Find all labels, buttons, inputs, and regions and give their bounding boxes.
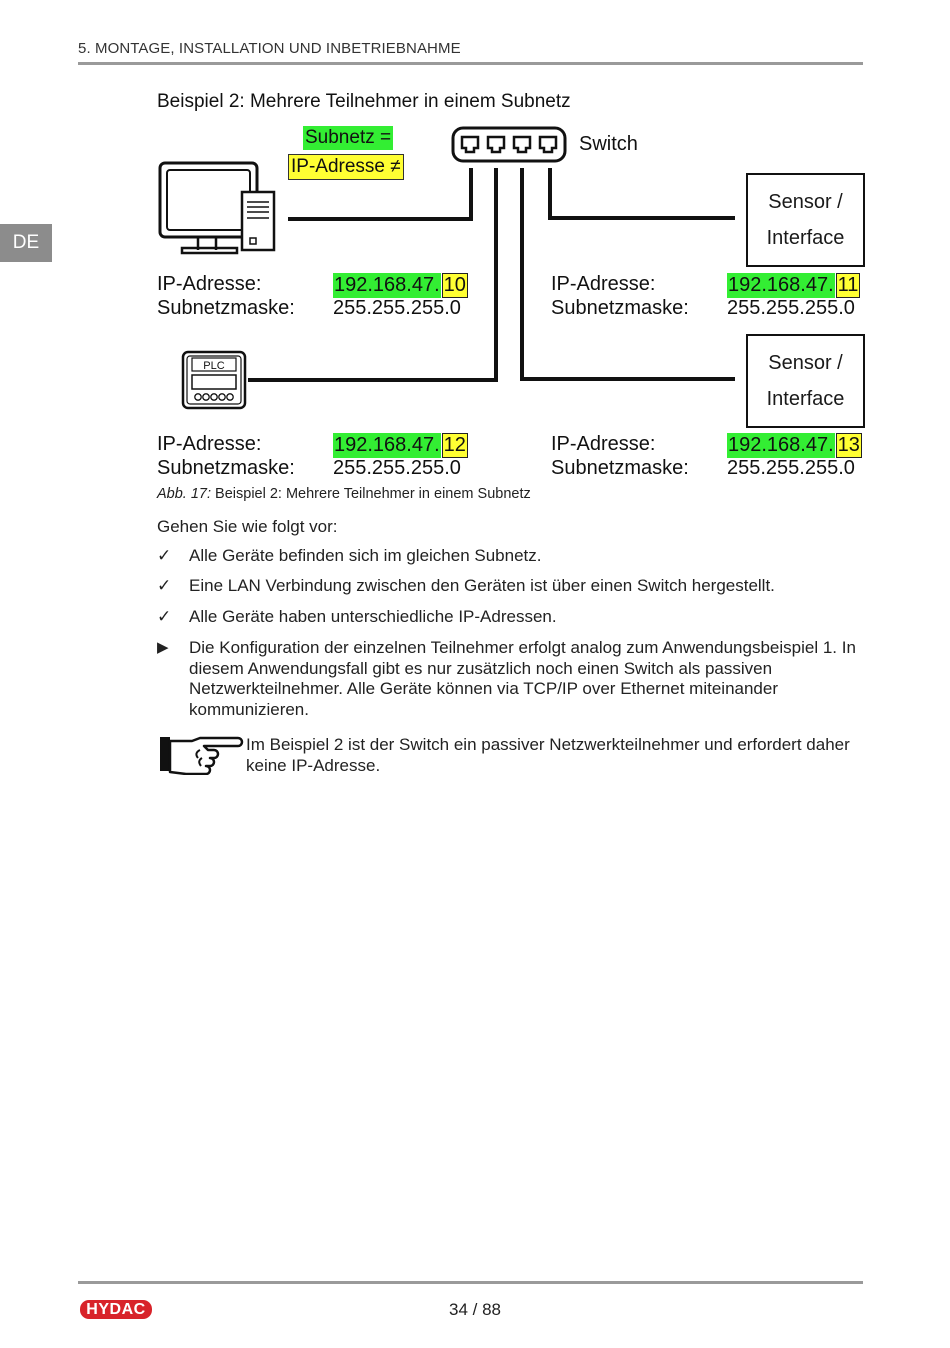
ip-label: IP-Adresse: (551, 273, 656, 295)
ip-label: IP-Adresse: (157, 273, 262, 295)
action-item (157, 638, 863, 720)
subnet-mask-pc: 255.255.255.0 (333, 297, 461, 319)
chapter-header: 5. MONTAGE, INSTALLATION UND INBETRIEBNAHME (78, 40, 461, 57)
play-triangle-icon: ▶ (157, 639, 169, 656)
sensor-label-line2: Interface (766, 388, 845, 410)
check-text: Eine LAN Verbindung zwischen den Geräten ist über einen Switch hergestellt. (189, 576, 775, 595)
ip-address-plc: 192.168.47. 12 (334, 434, 466, 456)
wire-sensor-1 (550, 168, 735, 218)
subnet-mask-label: Subnetzmaske: (157, 297, 295, 319)
sensor-label-line1: Sensor / (768, 191, 843, 213)
sensor-interface-box-1 (746, 173, 865, 267)
legend-ip: IP-Adresse ≠ (288, 154, 404, 180)
subnet-mask-label: Subnetzmaske: (157, 457, 295, 479)
network-wires (248, 168, 735, 380)
legend-subnet: Subnetz = (305, 127, 392, 148)
switch-icon (453, 128, 565, 161)
footer-rule (78, 1281, 863, 1284)
ip-address-sensor-1: 192.168.47. 11 (728, 274, 859, 296)
intro-text: Gehen Sie wie folgt vor: (157, 517, 338, 536)
plc-icon (183, 352, 245, 408)
language-tab[interactable]: DE (0, 224, 52, 262)
sensor-label-line1: Sensor / (768, 352, 843, 374)
subnet-mask-plc: 255.255.255.0 (333, 457, 461, 479)
sensor-label-line2: Interface (766, 227, 845, 249)
check-item (157, 546, 863, 567)
subnet-mask-sensor-2: 255.255.255.0 (727, 457, 855, 479)
check-text: Alle Geräte befinden sich im gleichen Subnetz. (189, 546, 542, 565)
subnet-mask-label: Subnetzmaske: (551, 297, 689, 319)
action-text: Die Konfiguration der einzelnen Teilnehmer erfolgt analog zum Anwendungsbeispiel 1. In diesem Anwendungsfall gibt es nur zusätzlich noch einen Switch als passiven Netzwerkteilnehmer. Alle Geräte können via TCP/IP over Ethernet miteinander kommunizieren. (189, 638, 856, 719)
check-text: Alle Geräte haben unterschiedliche IP-Adressen. (189, 607, 557, 626)
switch-label: Switch (579, 133, 638, 155)
note-text: Im Beispiel 2 ist der Switch ein passiver Netzwerkteilnehmer und erfordert daher keine IP-Adresse. (246, 735, 850, 775)
pc-icon (160, 163, 274, 253)
hydac-logo: HYDAC (80, 1300, 152, 1319)
caption-prefix: Abb. 17: (157, 486, 212, 502)
check-item (157, 576, 863, 597)
check-icon: ✓ (157, 607, 172, 626)
subnet-mask-sensor-1: 255.255.255.0 (727, 297, 855, 319)
check-icon: ✓ (157, 546, 172, 565)
section-title: Beispiel 2: Mehrere Teilnehmer in einem Subnetz (157, 91, 571, 112)
pointing-hand-icon (158, 733, 246, 775)
check-item (157, 607, 863, 628)
ip-address-pc: 192.168.47. 10 (334, 274, 466, 296)
ip-label: IP-Adresse: (551, 433, 656, 455)
ip-label: IP-Adresse: (157, 433, 262, 455)
plc-label: PLC (203, 360, 225, 372)
check-icon: ✓ (157, 576, 172, 595)
figure-caption (157, 486, 531, 502)
sensor-interface-box-2 (746, 334, 865, 428)
page-number: 34 / 88 (449, 1300, 501, 1319)
ip-address-sensor-2: 192.168.47. 13 (728, 434, 860, 456)
subnet-mask-label: Subnetzmaske: (551, 457, 689, 479)
caption-text: Beispiel 2: Mehrere Teilnehmer in einem Subnetz (215, 486, 531, 502)
